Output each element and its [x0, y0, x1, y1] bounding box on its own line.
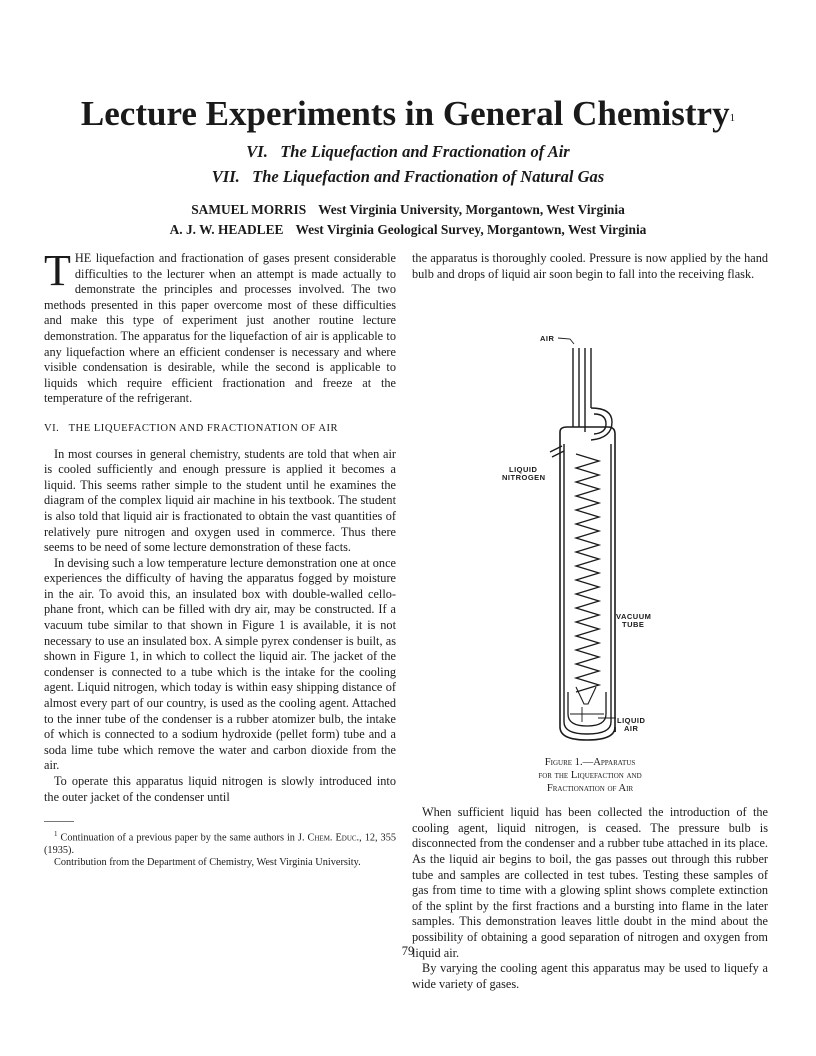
footnote-1	[44, 828, 396, 856]
label-liquid-air-2: AIR	[624, 724, 639, 734]
footnote-2: Contribution from the Department of Chemistry, West Virginia University.	[54, 856, 361, 868]
author-name-1: SAMUEL MORRIS	[191, 202, 307, 217]
right-paragraph-1: the apparatus is thoroughly cooled. Pressure is now applied by the hand bulb and drops of liquid air soon begin to fall into the receiving flask.	[412, 251, 768, 281]
footnote-1-mark: 1	[54, 830, 58, 839]
title-text: Lecture Experiments in General Chemistry	[80, 94, 730, 133]
author-affiliation-2: West Virginia Geological Survey, Morgantown, West Virginia	[295, 222, 647, 237]
body-paragraph-2: In devising such a low temperature lecture demonstration one at once experiences the difficulty of having the apparatus fogged by moisture in the air. To avoid this, an insulated box with double-walled cellophane front, which can be filled with dry air, may be constructed. If a vacuum tube similar to that shown in Figure 1 is available, it is not necessary to use an insulated box. A simple pyrex condenser is built, as shown in Figure 1, in which to collect the liquid air. The jacket of the condenser is connected to a tube which is the intake for the cooling agent. Liquid nitrogen, which today is within easy shipping distance of almost every part of our country, is used as the cooling agent. Attached to the inner tube of the condenser is a rubber atomizer bulb, the intake of which is connected to a sodium hydroxide (pellet form) tube and a soda lime tube which remove the water and carbon dioxide from the air.	[44, 555, 396, 773]
figure-1-caption	[412, 756, 768, 795]
label-tube: TUBE	[622, 620, 645, 630]
caption-line-2: for the Liquefaction and	[538, 770, 642, 782]
right-column	[412, 251, 768, 992]
section-heading: VI. THE LIQUEFACTION AND FRACTIONATION OF AIR	[44, 422, 339, 434]
right-paragraph-2: When sufficient liquid has been collected the introduction of the cooling agent, liquid nitrogen, is ceased. The pressure bulb is disconnected from the condenser and a rubber tube attached in its place. As the liquid air begins to boil, the gas passes out through this rubber tube and samples are collected in test tubes. Testing these samples of gas from time to time with a glowing splint shows complete extinction of the splint by the first fractions and a bursting into flame in the later samples. This demonstration leaves little doubt in the mind about the possibility of obtaining a good separation of nitrogen and oxygen from liquid air.	[412, 805, 768, 960]
apparatus-diagram	[412, 282, 768, 752]
title-footnote-mark: 1	[729, 112, 736, 124]
author-line-2	[0, 221, 816, 239]
label-liquid-air-1: LIQUID	[617, 716, 646, 726]
intro-text: HE liquefaction and fractionation of gases present considerable difficulties to the lecturer when an attempt is made actually to demonstrate the principles and processes involved. The two methods presented in this paper overcome most of these difficulties and make this type of experiment just another routine lecture demonstration. The apparatus for the liquefaction of air is applicable to any liquefaction where an efficient condenser is necessary and where visible condensation is desirable, while the second is applicable to liquids which require efficient fractionation and freeze at the temperature of the refrigerant.	[44, 251, 396, 406]
caption-line-1: Figure 1.—Apparatus	[544, 757, 636, 769]
author-line-1	[0, 201, 816, 219]
condenser-coil	[576, 454, 599, 692]
drop-cap: T	[44, 246, 71, 295]
subtitle-part-vii: VII. The Liquefaction and Fractionation of Natural Gas	[211, 167, 605, 186]
side-bulb-arm	[591, 408, 612, 440]
article-title	[0, 93, 816, 135]
body-paragraph-3: To operate this apparatus liquid nitrogen is slowly introduced into the outer jacket of the condenser until	[44, 774, 396, 804]
figure-1-apparatus	[412, 282, 768, 752]
page-number: 79	[401, 944, 415, 958]
label-vacuum: VACUUM	[616, 612, 652, 622]
receiving-flask	[568, 692, 606, 726]
subtitle-part-vi: VI. The Liquefaction and Fractionation of Air	[246, 142, 570, 161]
left-column	[44, 246, 397, 869]
label-liquid: LIQUID	[509, 465, 538, 475]
footnote-1-text-b: , 12, 355 (1935).	[44, 832, 397, 856]
intro-paragraph	[44, 246, 396, 407]
footnote-divider	[44, 821, 74, 822]
label-air: AIR	[540, 334, 555, 344]
footnote-1-text-a: Continuation of a previous paper by the same authors in J.	[57, 832, 308, 844]
caption-line-3: Fractionation of Air	[546, 783, 634, 795]
author-affiliation-1: West Virginia University, Morgantown, West Virginia	[318, 202, 625, 217]
right-paragraph-3: By varying the cooling agent this apparatus may be used to liquefy a wide variety of gases.	[412, 961, 768, 991]
vacuum-tube-outline	[560, 427, 615, 732]
body-paragraph-1: In most courses in general chemistry, students are told that when air is cooled sufficiently and enough pressure is applied it becomes a liquid. This seems rather simple to the student until he examines the diagram of the complex liquid air machine in his textbook. The student is also told that liquid air is fractionated to obtain the vast quantities of relatively pure nitrogen and oxygen used in commerce. Thus there seems to be need of some lecture demonstration of these facts.	[44, 446, 396, 555]
footnote-1-journal: Chem. Educ.	[307, 832, 360, 844]
label-nitrogen: NITROGEN	[502, 473, 546, 483]
author-name-2: A. J. W. HEADLEE	[169, 222, 284, 237]
